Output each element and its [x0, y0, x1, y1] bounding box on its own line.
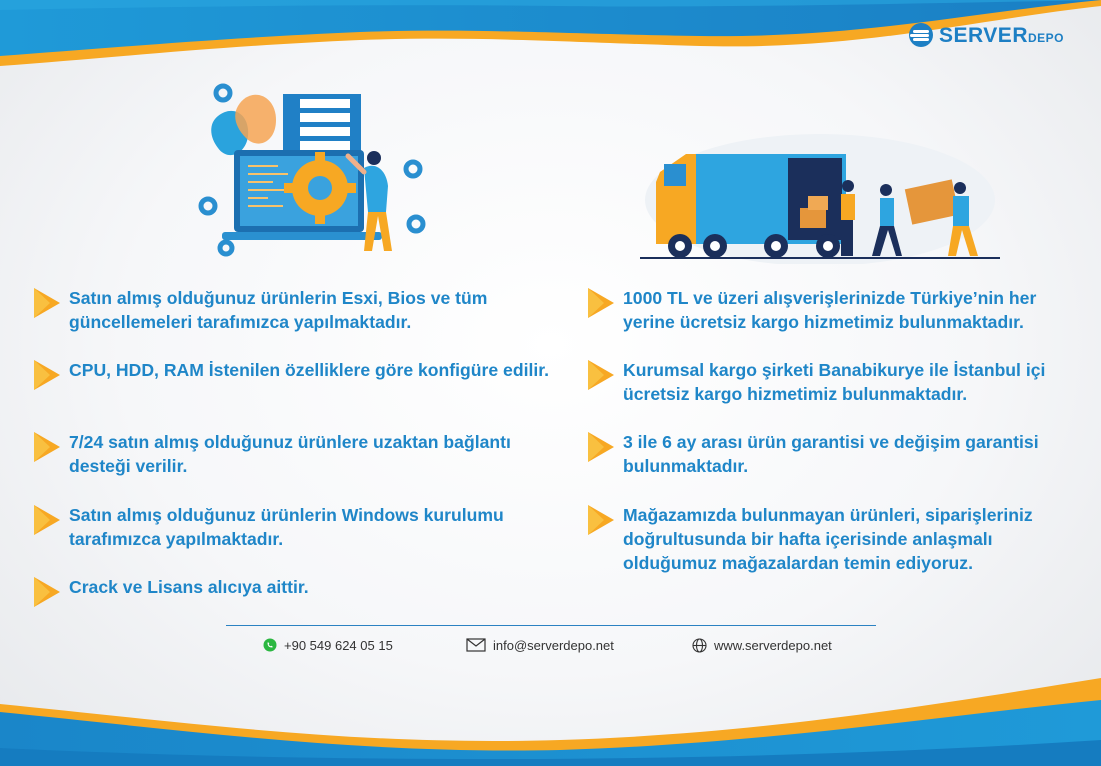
feature-text: CPU, HDD, RAM İstenilen özelliklere göre konfigüre edilir. — [69, 360, 550, 380]
play-triangle-icon — [30, 358, 62, 392]
play-triangle-icon — [30, 503, 62, 537]
cargo-truck-illustration — [640, 112, 1000, 264]
globe-icon — [692, 638, 707, 653]
feature-item — [584, 358, 1084, 406]
contact-email[interactable] — [466, 636, 614, 654]
feature-text: 7/24 satın almış olduğunuz ürünlere uzaktan bağlantı desteği verilir. — [69, 432, 511, 476]
feature-text: Satın almış olduğunuz ürünlerin Esxi, Bios ve tüm güncellemeleri tarafımızca yapılmaktadır. — [69, 288, 488, 332]
contact-phone[interactable] — [263, 636, 393, 654]
feature-text: Mağazamızda bulunmayan ürünleri, siparişleriniz doğrultusunda bir hafta içerisinde anlaşmalı olduğumuz mağazalardan temin ediyoruz. — [623, 505, 1033, 573]
feature-item — [584, 286, 1084, 334]
feature-text: 1000 TL ve üzeri alışverişlerinizde Türkiye’nin her yerine ücretsiz kargo hizmetimiz bulunmaktadır. — [623, 288, 1037, 332]
brand-name: SERVERDEPO — [939, 23, 1064, 47]
feature-item — [30, 575, 309, 599]
play-triangle-icon — [30, 430, 62, 464]
contact-website[interactable] — [692, 636, 832, 654]
feature-text: Kurumsal kargo şirketi Banabikurye ile İstanbul içi ücretsiz kargo hizmetimiz bulunmaktadır. — [623, 360, 1046, 404]
email-address: info@serverdepo.net — [493, 637, 614, 653]
phone-number: +90 549 624 05 15 — [284, 637, 393, 653]
whatsapp-icon — [263, 638, 277, 652]
feature-item — [584, 430, 1084, 478]
server-maintenance-illustration — [188, 76, 438, 258]
feature-text: 3 ile 6 ay arası ürün garantisi ve değişim garantisi bulunmaktadır. — [623, 432, 1039, 476]
play-triangle-icon — [584, 503, 616, 537]
feature-item — [30, 358, 549, 382]
feature-item — [584, 503, 1084, 575]
feature-item — [30, 503, 570, 551]
play-triangle-icon — [30, 286, 62, 320]
footer-divider — [226, 625, 876, 626]
website-url: www.serverdepo.net — [714, 637, 832, 653]
feature-item — [30, 430, 570, 478]
brand-logo[interactable] — [908, 20, 1064, 50]
play-triangle-icon — [584, 286, 616, 320]
feature-text: Satın almış olduğunuz ürünlerin Windows kurulumu tarafımızca yapılmaktadır. — [69, 505, 504, 549]
server-logo-icon — [908, 22, 934, 48]
play-triangle-icon — [30, 575, 62, 609]
play-triangle-icon — [584, 430, 616, 464]
play-triangle-icon — [584, 358, 616, 392]
envelope-icon — [466, 638, 486, 652]
feature-text: Crack ve Lisans alıcıya aittir. — [69, 577, 309, 597]
feature-item — [30, 286, 570, 334]
